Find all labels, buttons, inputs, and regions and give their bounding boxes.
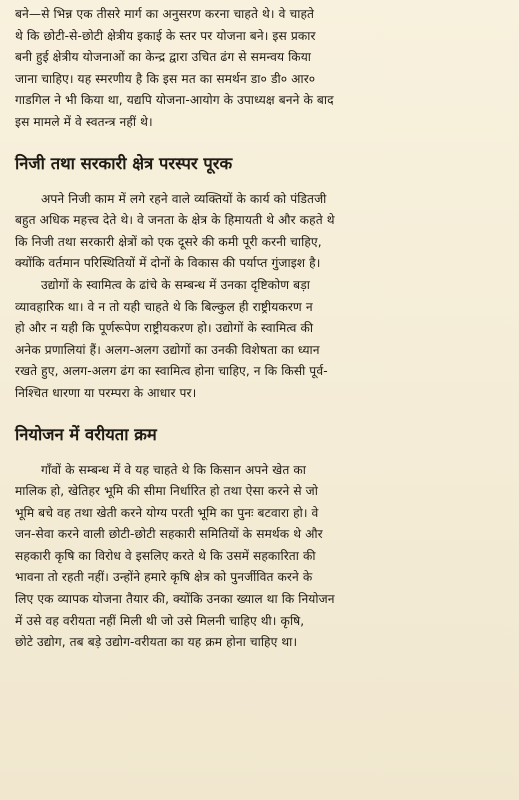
text-line: लिए एक व्यापक योजना तैयार की, क्योंकि उनका ख्याल था कि नियोजन [15,592,335,607]
text-line: थे कि छोटी-से-छोटी क्षेत्रीय इकाई के स्तर पर योजना बने। इस प्रकार [15,28,316,43]
text-line: इस मामले में वे स्वतन्त्र नहीं थे। [15,114,153,129]
text-line: बने—से भिन्न एक तीसरे मार्ग का अनुसरण करना चाहते थे। वे चाहते [15,7,315,21]
text-line: गाँवों के सम्बन्ध में वे यह चाहते थे कि किसान अपने खेत का [41,462,306,477]
text-line: क्योंकि वर्तमान परिस्थितियों में दोनों के विकास की पर्याप्त गुंजाइश है। [15,256,321,271]
text-line: बहुत अधिक महत्त्व देते थे। वे जनता के क्षेत्र के हिमायती थे और कहते थे [15,213,335,228]
paragraph-4 [15,460,505,654]
text-line: कि निजी तथा सरकारी क्षेत्रों को एक दूसरे की कमी पूरी करनी चाहिए, [15,234,322,249]
text-line: भावना तो रहती नहीं। उन्होंने हमारे कृषि क्षेत्र को पुनर्जीवित करने के [15,570,313,585]
text-line: उद्योगों के स्वामित्व के ढांचे के सम्बन्ध में उनका दृष्टिकोण बड़ा [41,277,311,292]
text-line: छोटे उद्योग, तब बड़े उद्योग-वरीयता का यह क्रम होना चाहिए था। [15,635,298,650]
section-heading: नियोजन में वरीयता क्रम [15,424,157,444]
text-line: अपने निजी काम में लगे रहने वाले व्यक्तियों के कार्य को पंडितजी [41,191,327,206]
text-line: हो और न यही कि पूर्णरूपेण राष्ट्रीयकरण हो। उद्योगों के स्वामित्व की [15,321,314,336]
paragraph-3 [15,275,505,405]
text-line: गाडगिल ने भी किया था, यद्यपि योजना-आयोग के उपाध्यक्ष बनने के बाद [15,93,334,108]
text-line: व्यावहारिक था। वे न तो यही चाहते थे कि बिल्कुल ही राष्ट्रीयकरण न [15,299,313,314]
section-heading: निजी तथा सरकारी क्षेत्र परस्पर पूरक [15,153,233,173]
text-line: रखते हुए, अलग-अलग ढंग का स्वामित्व होना चाहिए, न कि किसी पूर्व- [15,364,328,379]
paragraph-2 [15,189,505,275]
text-line: अनेक प्रणालियां हैं। अलग-अलग उद्योगों का उनकी विशेषता का ध्यान [15,342,320,357]
text-line: जाना चाहिए। यह स्मरणीय है कि इस मत का समर्थन डा० डी० आर० [15,71,316,86]
paragraph-1 [15,4,505,134]
text-line: मालिक हो, खेतिहर भूमि की सीमा निर्धारित हो तथा ऐसा करने से जो [15,484,318,499]
text-line: बनी हुई क्षेत्रीय योजनाओं का केन्द्र द्वारा उचित ढंग से समन्वय किया [15,50,312,65]
text-line: जन-सेवा करने वाली छोटी-छोटी सहकारी समितियों के समर्थक थे और [15,527,323,542]
text-line: निश्चित धारणा या परम्परा के आधार पर। [15,385,197,400]
text-line: में उसे वह वरीयता नहीं मिली थी जो उसे मिलनी चाहिए थी। कृषि, [15,613,305,628]
text-line: सहकारी कृषि का विरोध वे इसलिए करते थे कि उसमें सहकारिता की [15,548,316,563]
text-line: भूमि बचे वह तथा खेती करने योग्य परती भूमि का पुनः बटवारा हो। वे [15,505,319,520]
